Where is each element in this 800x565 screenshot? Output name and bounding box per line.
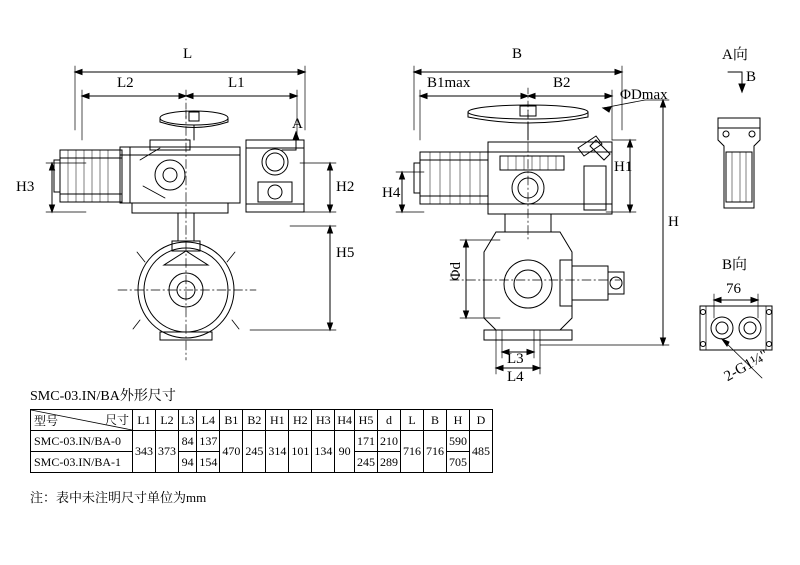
view-a-label: A向 <box>722 47 748 63</box>
cell-H2: 101 <box>289 431 312 473</box>
dim-label-H4: H4 <box>382 185 401 201</box>
cell-B: 716 <box>424 431 447 473</box>
table-header-row <box>31 410 493 431</box>
col-L2: L2 <box>156 410 179 431</box>
dim-label-Dmax: ΦDmax <box>620 87 668 103</box>
dim-label-B1max: B1max <box>427 75 471 91</box>
cell-D: 485 <box>470 431 493 473</box>
dim-label-H1: H1 <box>614 159 633 175</box>
dim-label-A: A <box>292 116 303 132</box>
view-b-dim-76: 76 <box>726 281 741 297</box>
dim-label-L2: L2 <box>117 75 134 91</box>
col-D: D <box>470 410 493 431</box>
col-H3: H3 <box>312 410 335 431</box>
col-B1: B1 <box>220 410 243 431</box>
dim-label-B2: B2 <box>553 75 571 91</box>
dim-label-H2: H2 <box>336 179 355 195</box>
cell-H5: 245 <box>355 452 378 473</box>
row-model: SMC-03.IN/BA-0 <box>31 431 133 452</box>
col-B: B <box>424 410 447 431</box>
cell-H4: 90 <box>335 431 355 473</box>
cell-H1: 314 <box>266 431 289 473</box>
dim-label-H3: H3 <box>16 179 35 195</box>
cell-d: 289 <box>378 452 401 473</box>
col-B2: B2 <box>243 410 266 431</box>
col-L1: L1 <box>133 410 156 431</box>
dim-label-L1: L1 <box>228 75 245 91</box>
cell-B2: 245 <box>243 431 266 473</box>
col-d: d <box>378 410 401 431</box>
corner-label-size: 尺寸 <box>104 413 129 427</box>
cell-L2: 373 <box>156 431 179 473</box>
cell-L1: 343 <box>133 431 156 473</box>
dim-label-H5: H5 <box>336 245 355 261</box>
col-H2: H2 <box>289 410 312 431</box>
table-note: 注：表中未注明尺寸单位为mm <box>30 490 207 505</box>
table-row <box>31 431 493 452</box>
cell-H3: 134 <box>312 431 335 473</box>
cell-L: 716 <box>401 431 424 473</box>
view-a-sublabel: B <box>746 69 757 85</box>
col-L4: L4 <box>197 410 220 431</box>
table-corner-cell <box>31 410 133 431</box>
col-H1: H1 <box>266 410 289 431</box>
row-model: SMC-03.IN/BA-1 <box>31 452 133 473</box>
drawing-title: SMC-03.IN/BA外形尺寸 <box>30 389 176 404</box>
cell-L3: 94 <box>179 452 197 473</box>
col-L: L <box>401 410 424 431</box>
view-b-thread-label: 2-G1¼" <box>721 347 772 385</box>
dim-label-d: Φd <box>448 262 464 281</box>
dim-label-H: H <box>668 214 679 230</box>
cell-L4: 154 <box>197 452 220 473</box>
cell-H-val: 590 <box>447 431 470 452</box>
col-H4: H4 <box>335 410 355 431</box>
corner-label-model: 型号 <box>34 414 59 428</box>
dim-label-B: B <box>512 46 523 62</box>
col-L3: L3 <box>179 410 197 431</box>
cell-L3: 84 <box>179 431 197 452</box>
dimension-table <box>30 409 493 473</box>
col-H: H <box>447 410 470 431</box>
dimension-table-block <box>30 385 493 473</box>
cell-B1: 470 <box>220 431 243 473</box>
cell-H5: 171 <box>355 431 378 452</box>
dim-label-L4: L4 <box>507 369 524 385</box>
cell-H-val: 705 <box>447 452 470 473</box>
view-b-label: B向 <box>722 257 748 273</box>
cell-d: 210 <box>378 431 401 452</box>
col-H5: H5 <box>355 410 378 431</box>
dim-label-L: L <box>183 46 193 62</box>
dim-label-L3: L3 <box>507 351 524 367</box>
cell-L4: 137 <box>197 431 220 452</box>
